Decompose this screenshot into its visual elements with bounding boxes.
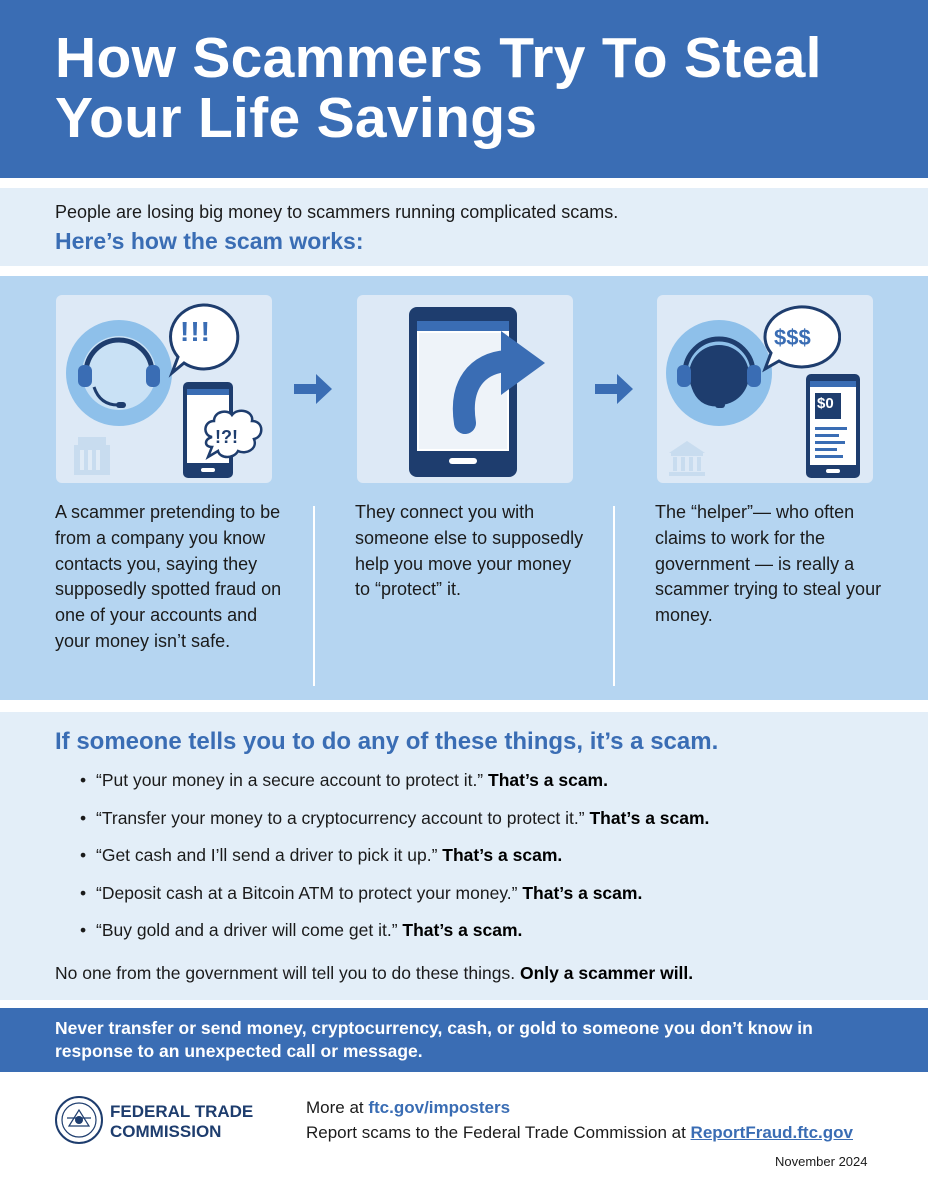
arrow-right-icon [292, 371, 334, 407]
phone-icon [805, 373, 861, 479]
step-1-text: A scammer pretending to be from a company you know contacts you, saying they supposedly spotted fraud on one of your accounts and your money isn’t safe. [55, 502, 282, 651]
intro-section [0, 188, 928, 266]
list-item: • “Buy gold and a driver will come get it.” That’s a scam. [80, 920, 523, 940]
bullet: • [80, 882, 87, 903]
footer [0, 1072, 928, 1200]
more-info-line: More at ftc.gov/imposters [306, 1098, 511, 1117]
final-statement: No one from the government will tell you to do these things. Only a scammer will. [55, 963, 694, 983]
scam-heading: If someone tells you to do any of these things, it’s a scam. [55, 728, 719, 755]
step-2-text: They connect you with someone else to supposedly help you move your money to “protect” it. [355, 502, 584, 600]
list-item: • “Put your money in a secure account to protect it.” That’s a scam. [80, 770, 608, 790]
arrow-right-icon [593, 371, 635, 407]
bullet: • [80, 845, 87, 865]
cloud-bubble-text: !?! [215, 427, 238, 447]
list-item: • “Deposit cash at a Bitcoin ATM to protect your money.” That’s a scam. [80, 882, 643, 903]
phone-transfer-icon [357, 295, 573, 483]
speech-bubble-text: !!! [180, 316, 211, 347]
bullet: • [80, 807, 87, 828]
step-1-illustration [56, 295, 272, 483]
bullet: • [80, 920, 87, 940]
list-item: • “Get cash and I’ll send a driver to pick it up.” That’s a scam. [80, 845, 563, 865]
ftc-imposters-link[interactable]: ftc.gov/imposters [368, 1098, 511, 1117]
intro-heading: Here’s how the scam works: [55, 228, 364, 254]
step-divider [613, 506, 615, 686]
list-item: • “Transfer your money to a cryptocurrency account to protect it.” That’s a scam. [80, 807, 710, 828]
intro-text: People are losing big money to scammers running complicated scams. [55, 202, 619, 222]
step-divider [313, 506, 315, 686]
scam-warnings-section [0, 712, 928, 1000]
scam-list [80, 770, 709, 958]
page-title: How Scammers Try To Steal Your Life Savings [55, 26, 822, 150]
step-2-illustration [357, 295, 573, 483]
report-line: Report scams to the Federal Trade Commission at ReportFraud.ftc.gov [306, 1123, 853, 1142]
steps-section [0, 276, 928, 700]
step-3-text: The “helper”— who often claims to work for the government — is really a scammer trying to steal your money. [655, 502, 882, 626]
step-3-illustration [657, 295, 873, 483]
publish-date: November 2024 [775, 1154, 868, 1169]
report-fraud-link[interactable]: ReportFraud.ftc.gov [690, 1123, 853, 1142]
bullet: • [80, 770, 87, 790]
ftc-name: FEDERAL TRADE COMMISSION [110, 1102, 254, 1141]
warning-banner [0, 1008, 928, 1072]
speech-bubble-text: $$$ [774, 325, 811, 350]
warning-text: Never transfer or send money, cryptocurrency, cash, or gold to someone you don’t know in response to an unexpected call or message. [55, 1018, 813, 1061]
phone-balance: $0 [817, 395, 834, 412]
header-banner [0, 0, 928, 178]
ftc-seal-icon [55, 1096, 103, 1144]
